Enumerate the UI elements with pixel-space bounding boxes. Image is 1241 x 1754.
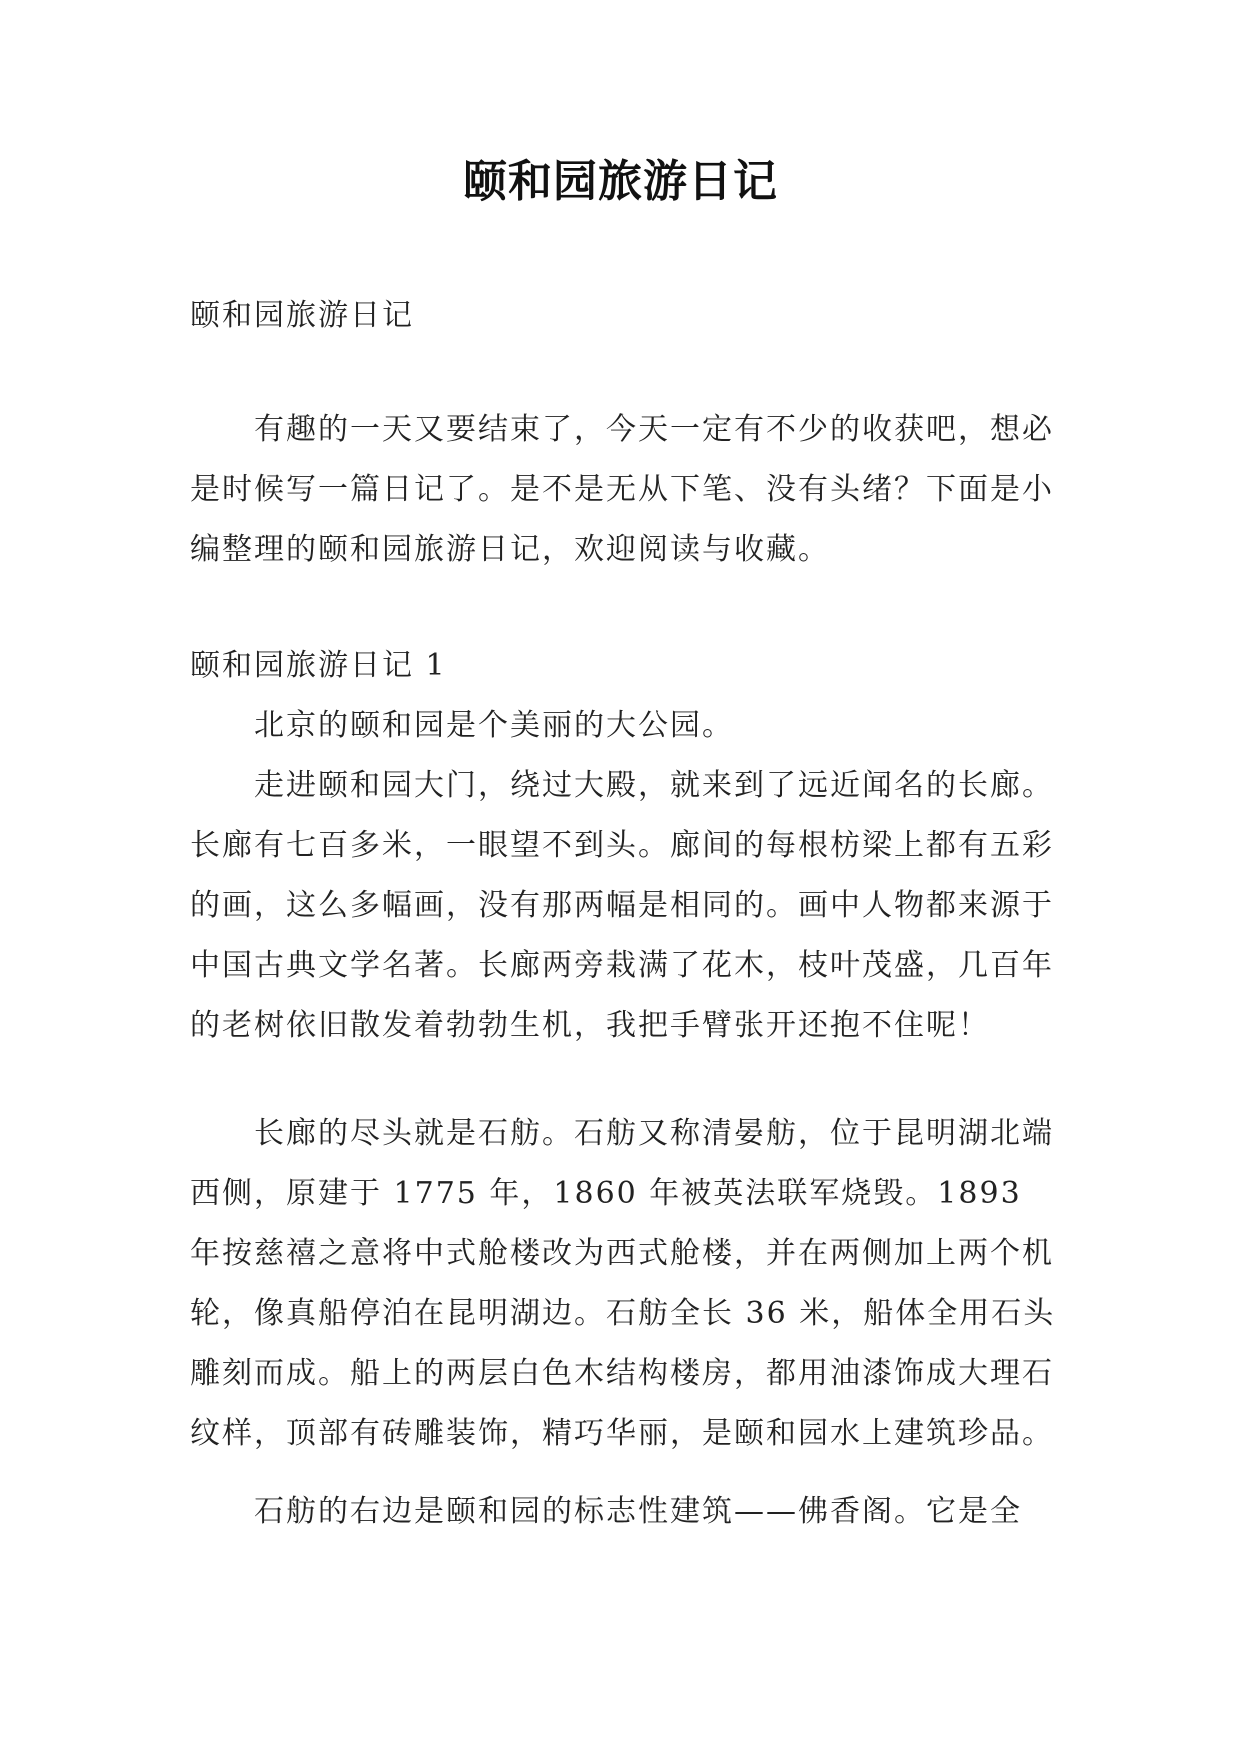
paragraph-beijing-summer-palace: 北京的颐和园是个美丽的大公园。 — [254, 708, 734, 743]
document-title: 颐和园旅游日记 — [463, 156, 778, 207]
document-subtitle: 颐和园旅游日记 — [190, 298, 414, 333]
paragraph-long-corridor: 走进颐和园大门，绕过大殿，就来到了远近闻名的长廊。长廊有七百多米，一眼望不到头。廊间的每根枋梁上都有五彩的画，这么多幅画，没有那两幅是相同的。画中人物都来源于中国古典文学名著。长廊两旁栽满了花木，枝叶茂盛，几百年的老树依旧散发着勃勃生机，我把手臂张开还抱不住呢！ — [190, 768, 1054, 1043]
paragraph-foxiang-pavilion: 石舫的右边是颐和园的标志性建筑——佛香阁。它是全 — [254, 1494, 1022, 1529]
paragraph-marble-boat: 长廊的尽头就是石舫。石舫又称清晏舫，位于昆明湖北端西侧，原建于 1775 年，1860 年被英法联军烧毁。1893 年按慈禧之意将中式舱楼改为西式舱楼，并在两侧加上两个机轮，像真船停泊在昆明湖边。石舫全长 36 米，船体全用石头雕刻而成。船上的两层白色木结构楼房，都用油漆饰成大理石纹样，顶部有砖雕装饰，精巧华丽，是颐和园水上建筑珍品。 — [190, 1116, 1056, 1451]
section-heading: 颐和园旅游日记 1 — [190, 648, 447, 683]
intro-paragraph: 有趣的一天又要结束了，今天一定有不少的收获吧，想必是时候写一篇日记了。是不是无从下笔、没有头绪？下面是小编整理的颐和园旅游日记，欢迎阅读与收藏。 — [190, 412, 1054, 567]
